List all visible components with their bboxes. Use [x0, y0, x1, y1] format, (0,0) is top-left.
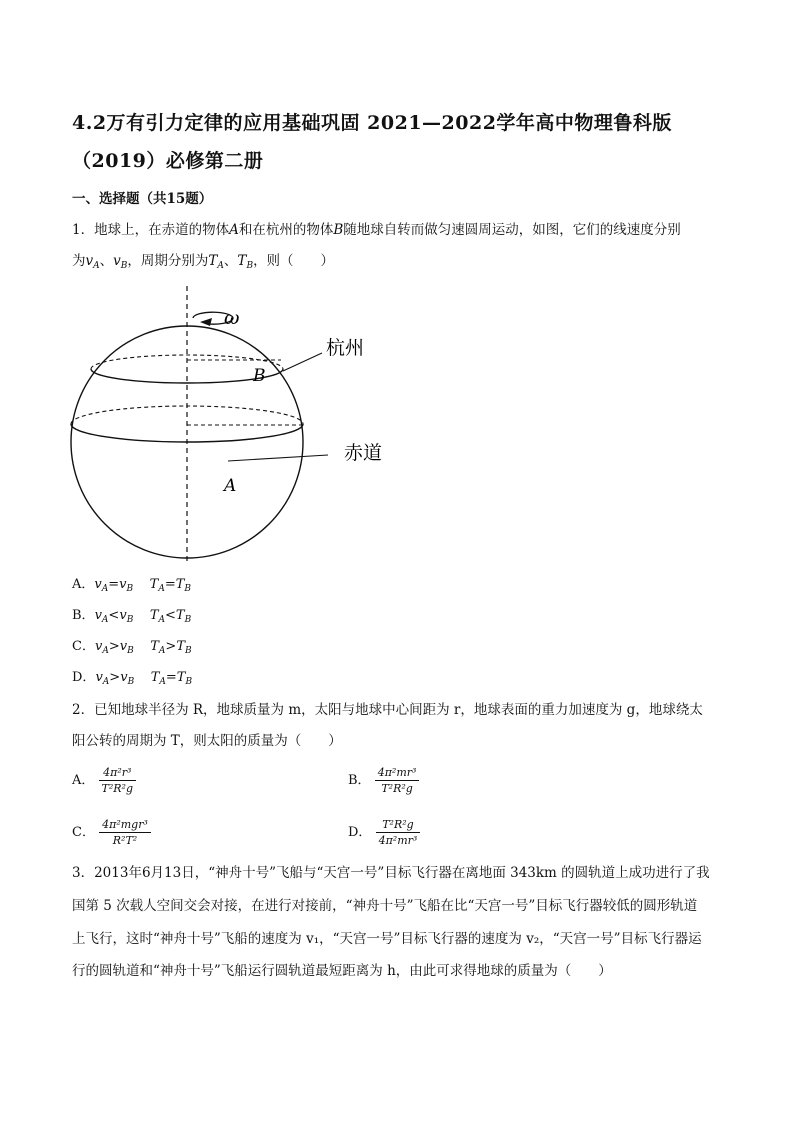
q3-line3: 上飞行，这时“神舟十号”飞船的速度为 v₁，“天宫一号”目标飞行器的速度为 v₂，“天宫一号”目标飞行器运 — [72, 931, 702, 947]
hangzhou-label: 杭州 — [326, 337, 365, 359]
q1-option-c[interactable]: C．$v_A>v_B$ $T_A>T_B$ — [72, 639, 192, 656]
q1-option-d[interactable]: D．$v_A>v_B$ $T_A=T_B$ — [72, 670, 193, 687]
equator-leader — [228, 455, 328, 461]
q1-option-b[interactable]: B．$v_A<v_B$ $T_A<T_B$ — [72, 608, 192, 625]
q2-option-d-fraction: $\frac{\text{T²R²g}}{\text{4π²mr³}}$ — [376, 818, 421, 847]
omega-label: ω — [224, 307, 240, 329]
q2-option-c-fraction: $\frac{\text{4π²mgr³}}{\text{R²T²}}$ — [99, 818, 151, 847]
q2-line2: 阳公转的周期为 T，则太阳的质量为（ ） — [72, 733, 342, 749]
point-a-label: A — [224, 476, 237, 496]
earth-rotation-figure — [60, 278, 400, 568]
q1-line1: 1．地球上，在赤道的物体A和在杭州的物体B随地球自转而做匀速圆周运动，如图，它们的线速度分别 — [72, 222, 681, 238]
q2-line1: 2．已知地球半径为 R，地球质量为 m，太阳与地球中心间距为 r，地球表面的重力加速度为 g，地球绕太 — [72, 702, 703, 718]
q2-option-a[interactable]: A． $\frac{\text{4π²r³}}{\text{T²R²g}}$ — [72, 766, 136, 795]
q2-option-c[interactable]: C． $\frac{\text{4π²mgr³}}{\text{R²T²}}$ — [72, 818, 151, 847]
point-b-label: B — [253, 366, 266, 386]
q3-line2: 国第 5 次载人空间交会对接，在进行对接前，“神舟十号”飞船在比“天宫一号”目标飞行器较低的圆形轨道 — [72, 898, 698, 914]
rotation-arrowhead-icon — [200, 318, 212, 326]
doc-title-line2: （2019）必修第二册 — [72, 150, 264, 172]
section-heading: 一、选择题（共15题） — [72, 191, 213, 207]
q3-line4: 行的圆轨道和“神舟十号”飞船运行圆轨道最短距离为 h，由此可求得地球的质量为（ ） — [72, 963, 612, 979]
q2-option-d[interactable]: D． $\frac{\text{T²R²g}}{\text{4π²mr³}}$ — [348, 818, 420, 847]
q1-option-a[interactable]: A．$v_A=v_B$ $T_A=T_B$ — [72, 577, 192, 594]
equator-label: 赤道 — [344, 442, 383, 464]
q2-option-a-fraction: $\frac{\text{4π²r³}}{\text{T²R²g}}$ — [99, 766, 136, 795]
doc-title-line1: 4.2万有引力定律的应用基础巩固 2021—2022学年高中物理鲁科版 — [72, 112, 672, 134]
q2-option-b-fraction: $\frac{\text{4π²mr³}}{\text{T²R²g}}$ — [375, 766, 420, 795]
q2-option-b[interactable]: B． $\frac{\text{4π²mr³}}{\text{T²R²g}}$ — [348, 766, 419, 795]
hangzhou-leader — [283, 353, 322, 371]
q3-line1: 3．2013年6月13日，“神舟十号”飞船与“天宫一号”目标飞行器在离地面 343km 的圆轨道上成功进行了我 — [72, 865, 710, 881]
q1-line2: 为$v_A$、$v_B$，周期分别为$T_A$、$T_B$，则（ ） — [72, 253, 335, 271]
